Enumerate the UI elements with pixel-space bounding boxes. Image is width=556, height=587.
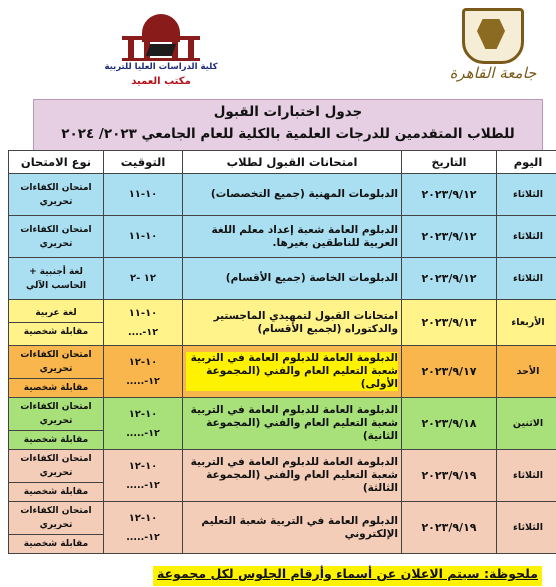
table-row bbox=[9, 398, 556, 450]
row-day: الثلاثاء bbox=[497, 174, 556, 216]
university-name: جامعة القاهرة bbox=[449, 64, 537, 82]
exam-type: امتحان الكفاءات bbox=[20, 506, 92, 516]
row-day: الثلاثاء bbox=[497, 502, 556, 554]
row-time bbox=[104, 346, 183, 398]
row-type bbox=[9, 398, 104, 450]
footer-note: ملحوظة: سيتم الاعلان عن أسماء وأرقام الجلوس لكل مجموعة bbox=[153, 566, 542, 586]
table-row bbox=[9, 450, 556, 502]
exam-name: الدبلومة العامة للدبلوم العامة في التربية شعبة التعليم العام والفني (المجموعة الثانية) bbox=[190, 404, 398, 442]
table-row bbox=[9, 502, 556, 554]
row-time bbox=[104, 300, 183, 346]
page-header bbox=[0, 0, 556, 98]
row-type bbox=[9, 346, 104, 398]
table-row bbox=[9, 258, 556, 300]
exam-type-format: تحريري bbox=[39, 416, 73, 426]
header-day: اليوم bbox=[497, 151, 556, 174]
header-exams: امتحانات القبول لطلاب bbox=[183, 151, 402, 174]
time-value: ١٠-١٢ bbox=[128, 460, 158, 472]
exam-name: الدبلومات المهنية (جميع التخصصات) bbox=[210, 188, 398, 200]
exam-type-format: تحريري bbox=[39, 520, 73, 530]
row-type bbox=[9, 502, 104, 554]
interview-time: ١٢-.... bbox=[128, 326, 158, 338]
exam-type-format: تحريري bbox=[39, 364, 73, 374]
row-date: ٢٠٢٣/٩/١٩ bbox=[402, 502, 497, 554]
row-date: ٢٠٢٣/٩/١٧ bbox=[402, 346, 497, 398]
exam-type-format: تحريري bbox=[39, 238, 73, 249]
row-type bbox=[9, 300, 104, 346]
dean-office-label: مكتب العميد bbox=[131, 76, 191, 87]
exam-name: الدبلومات الخاصة (جميع الأقسام) bbox=[225, 272, 398, 284]
admission-exams-table bbox=[8, 150, 556, 554]
row-exam bbox=[183, 258, 402, 300]
row-type bbox=[9, 450, 104, 502]
row-exam bbox=[183, 502, 402, 554]
exam-name: الدبلوم العامة شعبة إعداد معلم اللغة العربية للناطقين بغيرها. bbox=[211, 223, 398, 249]
row-date: ٢٠٢٣/٩/١٩ bbox=[402, 450, 497, 502]
time-value: ١٠-١١ bbox=[128, 189, 158, 200]
exam-name: الدبلومة العامة للدبلوم العامة في التربية شعبة التعليم العام والفني (المجموعة الثالثة) bbox=[190, 456, 398, 494]
row-date: ٢٠٢٣/٩/١٣ bbox=[402, 300, 497, 346]
table-header-row bbox=[9, 151, 556, 174]
interview-time: ١٢-..... bbox=[126, 427, 160, 439]
interview-type: مقابلة شخصية bbox=[9, 430, 103, 447]
header-type: نوع الامتحان bbox=[9, 151, 104, 174]
row-day: الأحد bbox=[497, 346, 556, 398]
interview-type: مقابلة شخصية bbox=[9, 482, 103, 499]
row-day: الاثنين bbox=[497, 398, 556, 450]
time-value: ١٠-١١ bbox=[128, 231, 158, 242]
time-value: ١٢ -٢ bbox=[130, 273, 156, 284]
row-time bbox=[104, 258, 183, 300]
row-date: ٢٠٢٣/٩/١٢ bbox=[402, 174, 497, 216]
time-value: ١٠-١١ bbox=[128, 307, 158, 319]
interview-time: ١٢-..... bbox=[126, 479, 160, 491]
row-date: ٢٠٢٣/٩/١٢ bbox=[402, 216, 497, 258]
row-type bbox=[9, 216, 104, 258]
row-date: ٢٠٢٣/٩/١٨ bbox=[402, 398, 497, 450]
interview-time: ١٢-..... bbox=[126, 375, 160, 387]
faculty-logo bbox=[98, 4, 224, 96]
header-date: التاريخ bbox=[402, 151, 497, 174]
graduation-cap-icon bbox=[146, 44, 176, 56]
row-type bbox=[9, 174, 104, 216]
row-day: الأربعاء bbox=[497, 300, 556, 346]
row-type bbox=[9, 258, 104, 300]
university-crest-icon bbox=[462, 8, 524, 64]
row-time bbox=[104, 174, 183, 216]
interview-type: مقابلة شخصية bbox=[9, 322, 103, 339]
cairo-university-logo bbox=[448, 6, 538, 92]
schedule-subtitle: للطلاب المتقدمين للدرجات العلمية بالكلية للعام الجامعي ٢٠٢٣/ ٢٠٢٤ bbox=[61, 126, 515, 142]
exam-type-extra: الحاسب الآلي bbox=[25, 280, 87, 291]
exam-type: لغة عربية bbox=[35, 308, 77, 318]
exam-type: امتحان الكفاءات bbox=[20, 182, 92, 193]
row-exam bbox=[183, 450, 402, 502]
interview-time: ١٢-..... bbox=[126, 531, 160, 543]
row-date: ٢٠٢٣/٩/١٢ bbox=[402, 258, 497, 300]
row-time bbox=[104, 450, 183, 502]
exam-type-format: تحريري bbox=[39, 196, 73, 207]
interview-type: مقابلة شخصية bbox=[9, 534, 103, 551]
exam-type: امتحان الكفاءات bbox=[20, 224, 92, 235]
time-value: ١٠-١٢ bbox=[128, 356, 158, 368]
table-row bbox=[9, 216, 556, 258]
table-row bbox=[9, 174, 556, 216]
table-row bbox=[9, 300, 556, 346]
time-value: ١٠-١٢ bbox=[128, 512, 158, 524]
faculty-name: كلية الدراسات العليا للتربية bbox=[104, 62, 218, 72]
row-exam bbox=[183, 174, 402, 216]
row-day: الثلاثاء bbox=[497, 258, 556, 300]
row-time bbox=[104, 216, 183, 258]
exam-type-format: تحريري bbox=[39, 468, 73, 478]
row-time bbox=[104, 398, 183, 450]
row-day: الثلاثاء bbox=[497, 450, 556, 502]
exam-name: الدبلوم العامة في التربية شعبة التعليم الإلكتروني bbox=[201, 514, 398, 540]
table-row bbox=[9, 346, 556, 398]
header-time: التوقيت bbox=[104, 151, 183, 174]
schedule-title: جدول اختبارات القبول bbox=[213, 104, 363, 120]
row-day: الثلاثاء bbox=[497, 216, 556, 258]
interview-type: مقابلة شخصية bbox=[9, 378, 103, 395]
schedule-title-box bbox=[33, 99, 543, 151]
exam-name: الدبلومة العامة للدبلوم العامة في التربية شعبة التعليم العام والفني (المجموعة الأولى) bbox=[186, 352, 398, 391]
exam-type: امتحان الكفاءات bbox=[20, 350, 92, 360]
exam-type: امتحان الكفاءات bbox=[20, 454, 92, 464]
row-exam bbox=[183, 398, 402, 450]
row-exam bbox=[183, 216, 402, 258]
exam-type: لغة أجنبية + bbox=[29, 266, 83, 277]
time-value: ١٠-١٢ bbox=[128, 408, 158, 420]
row-exam bbox=[183, 300, 402, 346]
exam-name: امتحانات القبول لتمهيدي الماجستير والدكتوراه (لجميع الأقسام) bbox=[213, 309, 398, 335]
row-time bbox=[104, 502, 183, 554]
row-exam bbox=[183, 346, 402, 398]
exam-type: امتحان الكفاءات bbox=[20, 402, 92, 412]
